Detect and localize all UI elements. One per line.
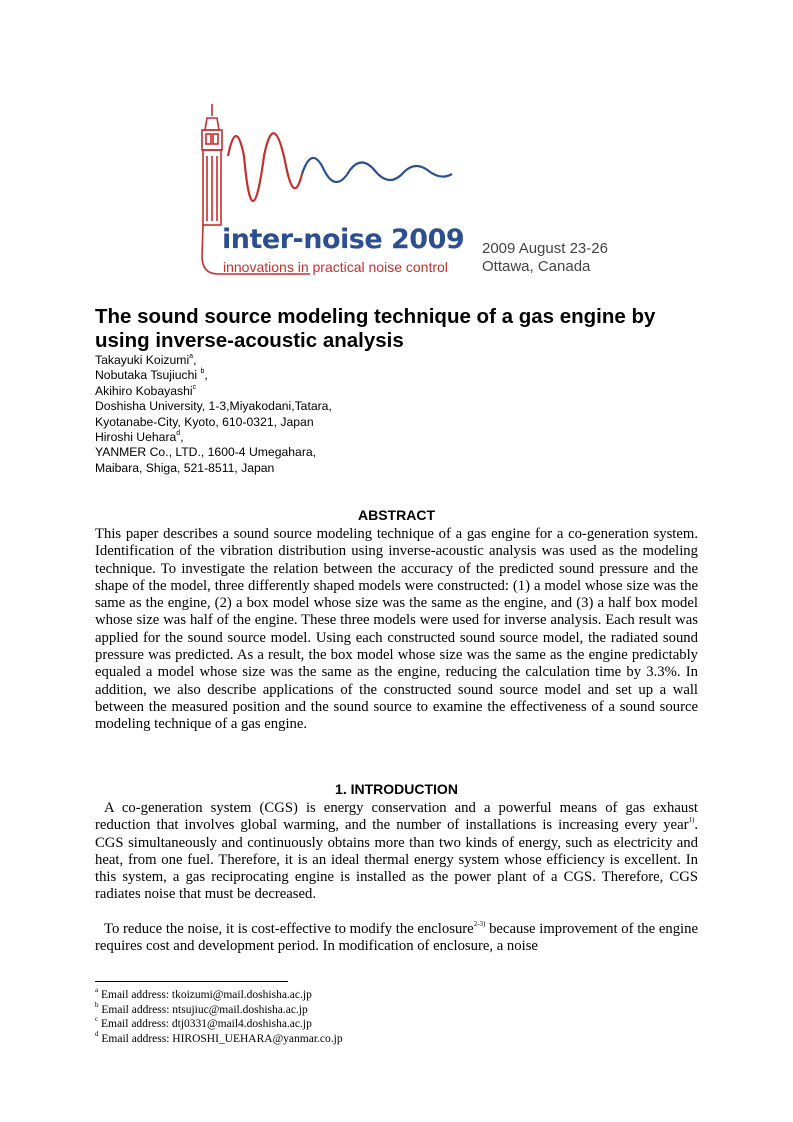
- conference-city: Ottawa, Canada: [482, 258, 591, 275]
- author-block: [95, 353, 332, 476]
- abstract-heading: ABSTRACT: [358, 507, 435, 523]
- author-line: Nobutaka Tsujiuchi $^b$,: [95, 368, 208, 383]
- footnote: $^a$ Email address: tkoizumi@mail.doshisha.ac.jp: [95, 986, 312, 1001]
- author-line: Hiroshi Uehara$^d$,: [95, 429, 184, 445]
- introduction-paragraph: A co-generation system (CGS) is energy conservation and a powerful means of gas exhaust reduction that involves global warming, and the number of installations is increasing every year$^{1)}$. CGS simultaneously and continuously obtains more than two kinds of energy, such as electricity and heat, from one fuel. Therefore, it is an ideal thermal energy system whose efficiency is excellent. In this system, a gas reciprocating engine is installed as the power plant of a CGS. Therefore, CGS radiates noise that must be decreased.: [95, 800, 698, 903]
- introduction-heading: 1. INTRODUCTION: [335, 781, 458, 797]
- logo-tagline: innovations in practical noise control: [223, 259, 448, 275]
- footnote: $^c$ Email address: dtj0331@mail4.doshisha.ac.jp: [95, 1015, 312, 1030]
- footnote: $^d$ Email address: HIROSHI_UEHARA@yanmar.co.jp: [95, 1029, 343, 1045]
- author-line: Akihiro Kobayashi$^c$: [95, 383, 197, 398]
- author-line: Takayuki Koizumi$^a$,: [95, 352, 197, 367]
- footnote: $^b$ Email address: ntsujiuc@mail.doshisha.ac.jp: [95, 1000, 308, 1016]
- affiliation-line: YANMER Co., LTD., 1600-4 Umegahara,: [95, 445, 317, 460]
- abstract-text: This paper describes a sound source modeling technique of a gas engine for a co-generation system. Identification of the vibration distribution using inverse-acoustic analysis was used as the modeling technique. To investigate the relation between the accuracy of the predicted sound pressure and the shape of the model, three differently shaped models were constructed: (1) a model whose size was the same as the engine, (2) a box model whose size was the same as the engine, and (3) a half box model whose size was half of the engine. These three models were used for inverse analysis. Each result was applied for the sound source model. Using each constructed sound source model, the radiated sound pressure was predicted. As a result, the box model whose size was the same as the engine predictably equaled a model whose size was the same as the engine, reducing the calculation time by 3.3%. In addition, we also describe applications of the constructed sound source model and set up a wall between the measured position and the sound source to examine the effectiveness of a sound source modeling technique of a gas engine.: [95, 526, 698, 733]
- paper-title: The sound source modeling technique of a gas engine by using inverse-acoustic analysis: [95, 305, 656, 352]
- affiliation-line: Maibara, Shiga, 521-8511, Japan: [95, 460, 275, 475]
- footnotes: [95, 988, 343, 1046]
- conference-logo: [190, 96, 610, 281]
- conference-date: 2009 August 23-26: [482, 240, 608, 257]
- affiliation-line: Kyotanabe-City, Kyoto, 610-0321, Japan: [95, 414, 314, 429]
- introduction-paragraph: To reduce the noise, it is cost-effective to modify the enclosure$^{2-3)}$ because improvement of the engine requires cost and development period. In modification of enclosure, a noise: [95, 920, 698, 955]
- footnote-divider: [95, 981, 288, 982]
- affiliation-line: Doshisha University, 1-3,Miyakodani,Tatara,: [95, 399, 332, 414]
- logo-brand: inter-noise 2009: [222, 224, 465, 255]
